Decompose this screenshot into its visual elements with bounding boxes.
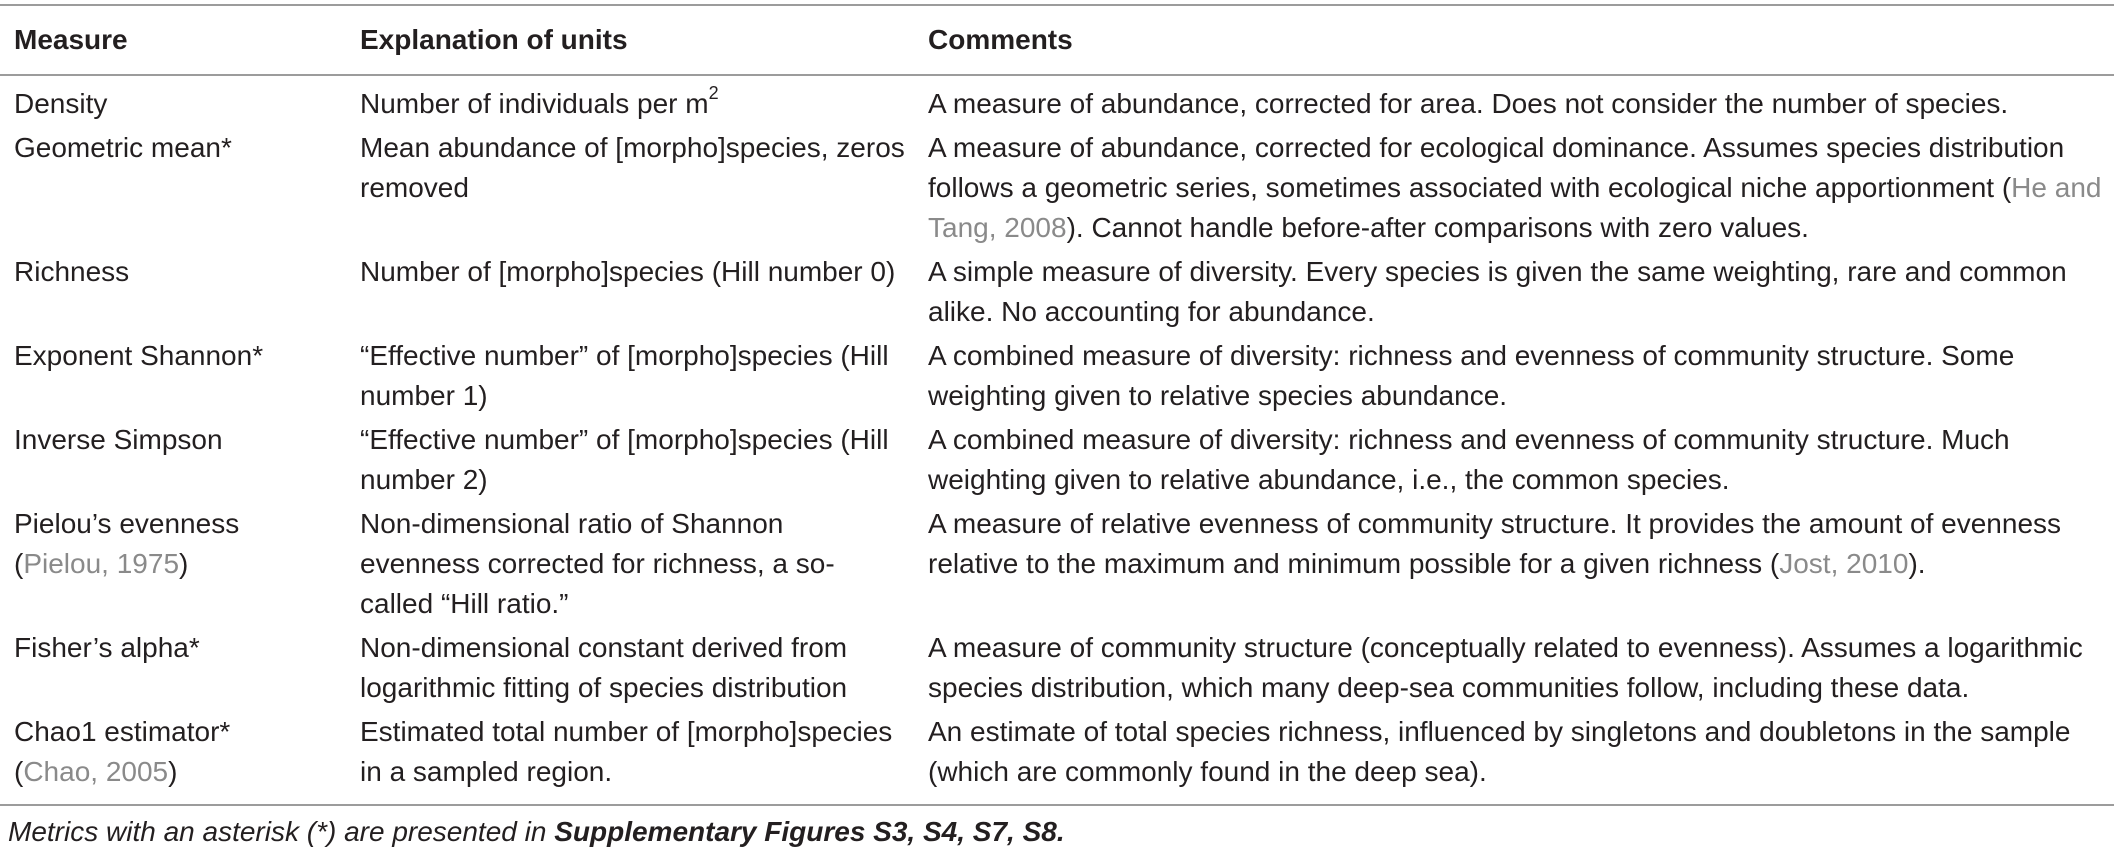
cell-measure: Pielou’s evenness (Pielou, 1975) (14, 508, 240, 579)
cell-comments: An estimate of total species richness, influenced by singletons and doubletons in the sample (which are commonly found in the deep sea). (914, 712, 2114, 805)
footnote-figures-link[interactable]: Supplementary Figures S3, S4, S7, S8. (554, 816, 1065, 847)
table-row (0, 75, 2114, 128)
table-row (0, 628, 2114, 712)
cell-units: Estimated total number of [morpho]species in a sampled region. (346, 712, 914, 805)
cell-units: Number of [morpho]species (Hill number 0) (360, 256, 896, 287)
cell-measure: Exponent Shannon* (14, 340, 264, 371)
header-comments: Comments (914, 5, 2114, 75)
comments-text: A measure of abundance, corrected for ecological dominance. Assumes species distribution follows a geometric series, sometimes associated with ecological niche apportionment ( (928, 132, 2065, 203)
cell-comments: A combined measure of diversity: richness and evenness of community structure. Some weighting given to relative species abundance. (928, 340, 2015, 411)
cell-comments: A combined measure of diversity: richness and evenness of community structure. Much weighting given to relative abundance, i.e., the common species. (928, 424, 2010, 495)
citation-link[interactable]: Chao, 2005 (23, 756, 169, 787)
table-body (0, 75, 2114, 805)
table-row (0, 420, 2114, 504)
table-row (0, 336, 2114, 420)
citation-link[interactable]: He and Tang, 2008 (928, 172, 2102, 243)
cell-units (346, 75, 914, 128)
comments-text: ). (1908, 548, 1926, 579)
cell-units: “Effective number” of [morpho]species (Hill number 1) (360, 340, 889, 411)
units-superscript: 2 (708, 82, 719, 103)
measure-text: Pielou’s evenness (14, 508, 240, 539)
units-text: Number of individuals per m (360, 88, 709, 119)
cell-comments: A measure of community structure (conceptually related to evenness). Assumes a logarithmic species distribution, which many deep-sea communities follow, including these data. (928, 632, 2083, 703)
comments-text: ). Cannot handle before-after comparisons with zero values. (1066, 212, 1809, 243)
table-row (0, 128, 2114, 252)
footnote-text: Metrics with an asterisk (*) are presented in (8, 816, 555, 847)
table-footnote (8, 816, 1065, 848)
cell-measure: Fisher’s alpha* (14, 632, 200, 663)
cell-units: “Effective number” of [morpho]species (Hill number 2) (360, 424, 889, 495)
cell-comments (914, 128, 2114, 252)
table-header (0, 5, 2114, 75)
header-units: Explanation of units (346, 5, 914, 75)
cell-measure: Density (14, 88, 108, 119)
cell-units: Mean abundance of [morpho]species, zeros removed (360, 132, 905, 203)
citation-link[interactable]: Pielou, 1975 (23, 548, 180, 579)
cell-measure: Geometric mean* (14, 132, 232, 163)
measures-table (0, 4, 2114, 806)
measure-text: Chao1 estimator* (14, 716, 231, 747)
comments-text: A measure of relative evenness of community structure. It provides the amount of evenness relative to the maximum and minimum possible for a given richness ( (928, 508, 2062, 579)
cell-comments: A simple measure of diversity. Every species is given the same weighting, rare and common alike. No accounting for abundance. (928, 256, 2067, 327)
table-row (0, 504, 2114, 628)
cell-measure: Chao1 estimator* (Chao, 2005) (0, 712, 346, 805)
cell-units: Non-dimensional constant derived from logarithmic fitting of species distribution (360, 632, 848, 703)
cell-comments: A measure of abundance, corrected for area. Does not consider the number of species. (928, 88, 2009, 119)
table-row (0, 252, 2114, 336)
header-measure: Measure (0, 5, 346, 75)
citation-link[interactable]: Jost, 2010 (1779, 548, 1909, 579)
cell-measure: Richness (14, 256, 130, 287)
cell-units: Non-dimensional ratio of Shannon evenness corrected for richness, a so-called “Hill ratio.” (360, 508, 835, 619)
cell-measure: Inverse Simpson (14, 424, 223, 455)
cell-comments (914, 504, 2114, 628)
table-row (0, 712, 2114, 805)
